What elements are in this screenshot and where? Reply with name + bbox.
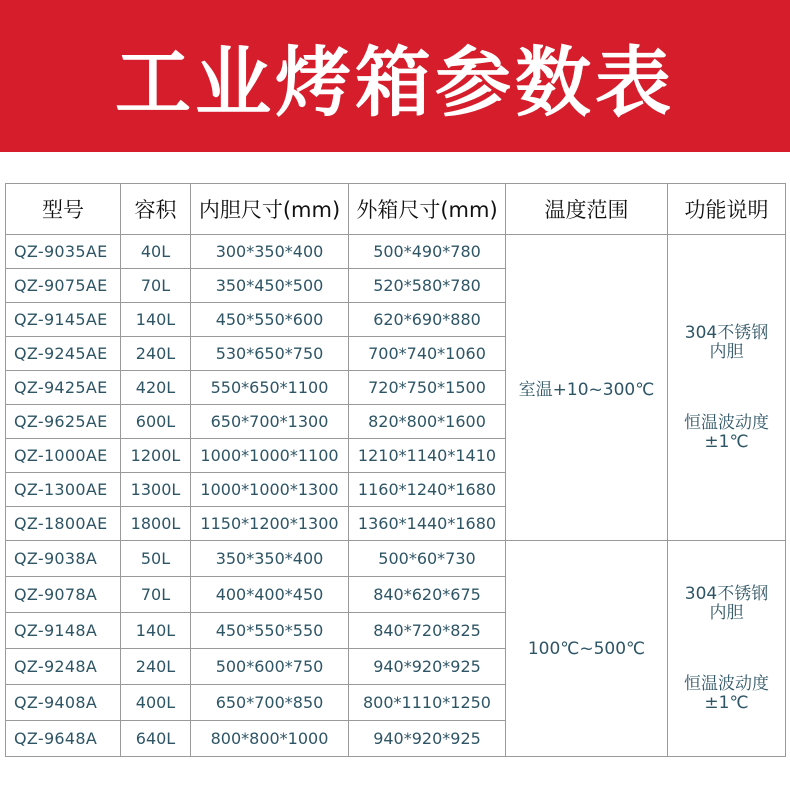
model-cell: QZ-1000AE: [6, 439, 121, 473]
model-cell: QZ-9148A: [6, 613, 121, 649]
inner-size-cell: 350*350*400: [191, 541, 349, 577]
volume-cell: 400L: [121, 685, 191, 721]
outer-size-cell: 840*720*825: [349, 613, 506, 649]
outer-size-cell: 1360*1440*1680: [349, 507, 506, 541]
outer-size-cell: 720*750*1500: [349, 371, 506, 405]
outer-size-cell: 620*690*880: [349, 303, 506, 337]
volume-cell: 140L: [121, 303, 191, 337]
outer-size-cell: 1210*1140*1410: [349, 439, 506, 473]
inner-size-cell: 550*650*1100: [191, 371, 349, 405]
header-features: 功能说明: [668, 184, 786, 235]
volume-cell: 240L: [121, 337, 191, 371]
temperature-range-cell: 室温+10~300℃: [506, 235, 668, 541]
volume-cell: 1200L: [121, 439, 191, 473]
feature-notes: [668, 235, 785, 540]
header-inner-size: 内胆尺寸(mm): [191, 184, 349, 235]
volume-cell: 600L: [121, 405, 191, 439]
page-title: 工业烤箱参数表: [115, 37, 675, 127]
features-cell: [668, 235, 786, 541]
outer-size-cell: 500*490*780: [349, 235, 506, 269]
model-cell: QZ-9425AE: [6, 371, 121, 405]
volume-cell: 70L: [121, 577, 191, 613]
feature-fluctuation-line1: 恒温波动度: [684, 673, 769, 694]
feature-notes: [668, 541, 785, 756]
header-outer-size: 外箱尺寸(mm): [349, 184, 506, 235]
header-row: [6, 184, 786, 235]
volume-cell: 40L: [121, 235, 191, 269]
feature-material-line1: 304不锈钢: [684, 583, 769, 604]
model-cell: QZ-9248A: [6, 649, 121, 685]
inner-size-cell: 1000*1000*1300: [191, 473, 349, 507]
inner-size-cell: 1150*1200*1300: [191, 507, 349, 541]
outer-size-cell: 500*60*730: [349, 541, 506, 577]
volume-cell: 420L: [121, 371, 191, 405]
inner-size-cell: 450*550*600: [191, 303, 349, 337]
volume-cell: 240L: [121, 649, 191, 685]
inner-size-cell: 530*650*750: [191, 337, 349, 371]
inner-size-cell: 650*700*850: [191, 685, 349, 721]
feature-fluctuation-line2: ±1℃: [704, 692, 749, 713]
outer-size-cell: 700*740*1060: [349, 337, 506, 371]
outer-size-cell: 800*1110*1250: [349, 685, 506, 721]
header-volume: 容积: [121, 184, 191, 235]
title-banner: [0, 0, 790, 152]
features-cell: [668, 541, 786, 757]
table-row: [6, 235, 786, 269]
model-cell: QZ-9145AE: [6, 303, 121, 337]
inner-size-cell: 500*600*750: [191, 649, 349, 685]
inner-size-cell: 300*350*400: [191, 235, 349, 269]
feature-material-line1: 304不锈钢: [684, 322, 769, 343]
outer-size-cell: 1160*1240*1680: [349, 473, 506, 507]
volume-cell: 1300L: [121, 473, 191, 507]
volume-cell: 640L: [121, 721, 191, 757]
model-cell: QZ-9075AE: [6, 269, 121, 303]
inner-size-cell: 350*450*500: [191, 269, 349, 303]
volume-cell: 70L: [121, 269, 191, 303]
temperature-range-cell: 100℃~500℃: [506, 541, 668, 757]
feature-fluctuation-line1: 恒温波动度: [684, 412, 769, 433]
feature-material-line2: 内胆: [709, 602, 744, 623]
model-cell: QZ-9625AE: [6, 405, 121, 439]
inner-size-cell: 1000*1000*1100: [191, 439, 349, 473]
inner-size-cell: 400*400*450: [191, 577, 349, 613]
model-cell: QZ-9078A: [6, 577, 121, 613]
feature-fluctuation-line2: ±1℃: [704, 431, 749, 452]
outer-size-cell: 520*580*780: [349, 269, 506, 303]
outer-size-cell: 940*920*925: [349, 649, 506, 685]
model-cell: QZ-1300AE: [6, 473, 121, 507]
outer-size-cell: 840*620*675: [349, 577, 506, 613]
outer-size-cell: 940*920*925: [349, 721, 506, 757]
model-cell: QZ-9245AE: [6, 337, 121, 371]
volume-cell: 50L: [121, 541, 191, 577]
model-cell: QZ-9035AE: [6, 235, 121, 269]
table-row: [6, 541, 786, 577]
header-model: 型号: [6, 184, 121, 235]
outer-size-cell: 820*800*1600: [349, 405, 506, 439]
model-cell: QZ-9038A: [6, 541, 121, 577]
volume-cell: 140L: [121, 613, 191, 649]
volume-cell: 1800L: [121, 507, 191, 541]
model-cell: QZ-9408A: [6, 685, 121, 721]
model-cell: QZ-1800AE: [6, 507, 121, 541]
parameter-table: [5, 183, 786, 757]
feature-material-line2: 内胆: [709, 341, 744, 362]
inner-size-cell: 800*800*1000: [191, 721, 349, 757]
header-temperature: 温度范围: [506, 184, 668, 235]
model-cell: QZ-9648A: [6, 721, 121, 757]
inner-size-cell: 450*550*550: [191, 613, 349, 649]
inner-size-cell: 650*700*1300: [191, 405, 349, 439]
